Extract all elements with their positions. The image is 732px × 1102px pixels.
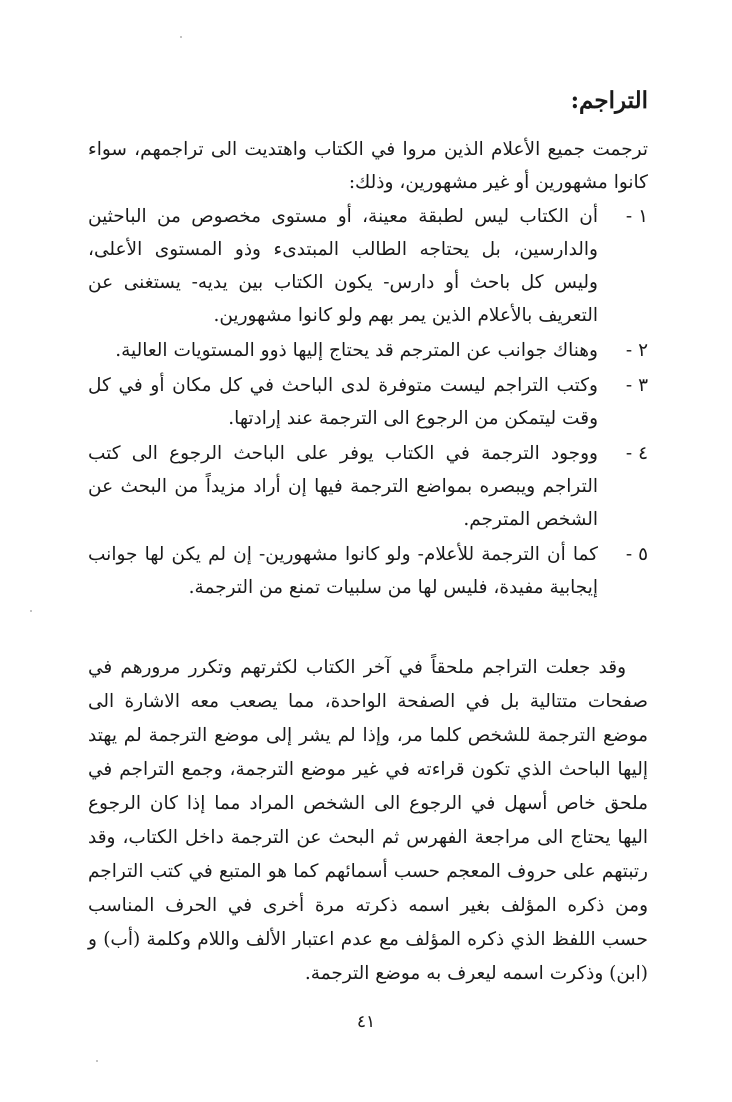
list-item-number: ٥ -: [625, 544, 648, 565]
list-item-text: ووجود الترجمة في الكتاب يوفر على الباحث الرجوع الى كتب التراجم ويبصره بمواضع الترجمة فيها إن أراد مزيداً من البحث عن الشخص المترجم.: [88, 443, 598, 530]
list-item-number: ٤ -: [625, 443, 648, 464]
intro-paragraph: ترجمت جميع الأعلام الذين مروا في الكتاب واهتديت الى تراجمهم، سواء كانوا مشهورين أو غير مشهورين، وذلك:: [88, 139, 648, 193]
scan-speck: [96, 1060, 98, 1062]
list-item-number: ٢ -: [625, 340, 648, 361]
list-item: [88, 369, 648, 435]
list-item-number: ٣ -: [625, 375, 648, 396]
list-item-number: ١ -: [625, 206, 648, 227]
list-item: [88, 334, 648, 367]
scan-speck: [30, 610, 32, 612]
scan-speck: [180, 36, 182, 38]
reasons-list: [88, 200, 648, 606]
list-item: [88, 437, 648, 536]
list-item-text: أن الكتاب ليس لطبقة معينة، أو مستوى مخصوص من الباحثين والدارسين، بل يحتاجه الطالب المبتدىء وذو المستوى الأعلى، وليس كل باحث أو دارس- يكون الكتاب بين يديه- يستغنى عن التعريف بالأعلام الذين يمر بهم ولو كانوا مشهورين.: [88, 206, 598, 326]
body-paragraph: وقد جعلت التراجم ملحقاً في آخر الكتاب لكثرتهم وتكرر مرورهم في صفحات متتالية بل في الصفحة الواحدة، مما يصعب معه الاشارة الى موضع الترجمة للشخص كلما مر، وإذا لم يشر إلى موضع الترجمة لم يهتد إليها الباحث الذي تكون قراءته في غير موضع الترجمة، وجمع التراجم في ملحق خاص أسهل في الرجوع الى الشخص المراد مما إذا كان الرجوع اليها يحتاج الى مراجعة الفهرس ثم البحث عن الترجمة داخل الكتاب، وقد رتبتهم على حروف المعجم حسب أسمائهم كما هو المتبع في كتب التراجم ومن ذكره المؤلف بغير اسمه ذكرته مرة أخرى في الحرف المناسب حسب اللفظ الذي ذكره المؤلف مع عدم اعتبار الألف واللام وكلمة (أب) و (ابن) وذكرت اسمه ليعرف به موضع الترجمة.: [88, 657, 648, 984]
list-item-text: وكتب التراجم ليست متوفرة لدى الباحث في كل مكان أو في كل وقت ليتمكن من الرجوع الى الترجمة عند إرادتها.: [88, 375, 598, 429]
list-item: [88, 538, 648, 604]
list-item: [88, 200, 648, 332]
list-item-text: وهناك جوانب عن المترجم قد يحتاج إليها ذوو المستويات العالية.: [115, 340, 598, 361]
list-item-text: كما أن الترجمة للأعلام- ولو كانوا مشهورين- إن لم يكن لها جوانب إيجابية مفيدة، فليس لها من سلبيات تمنع من الترجمة.: [88, 544, 598, 598]
page-number: ٤١: [356, 1012, 376, 1032]
section-heading: التراجم:: [570, 87, 648, 114]
